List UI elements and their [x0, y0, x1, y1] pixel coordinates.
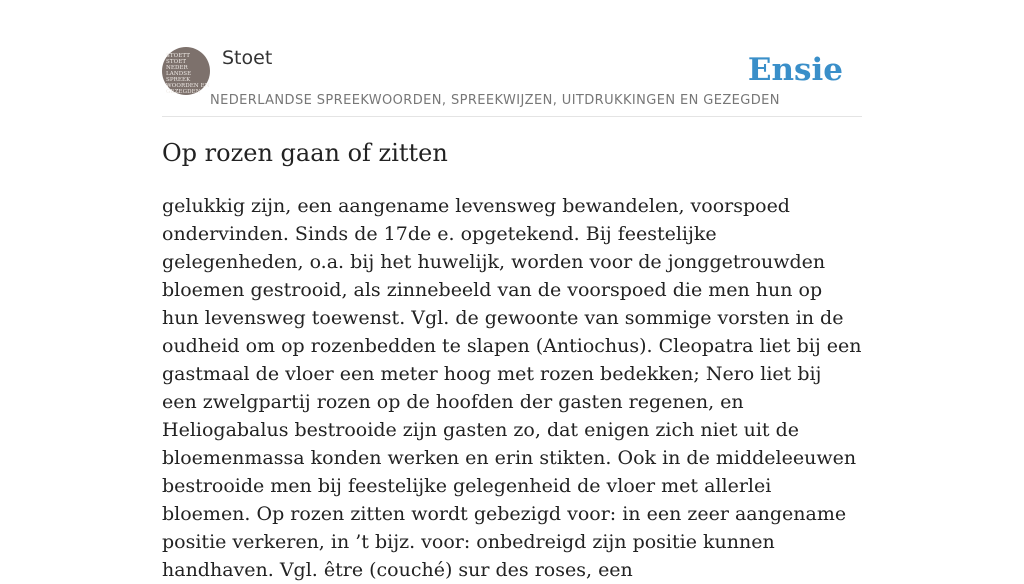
avatar-cover-text: STOETT STOET NEDER LANDSE SPREEK WOORDEN EN GEZEGDEN	[166, 53, 210, 95]
entry-title: Op rozen gaan of zitten	[162, 139, 448, 167]
source-subtitle: NEDERLANDSE SPREEKWOORDEN, SPREEKWIJZEN, UITDRUKKINGEN EN GEZEGDEN	[210, 93, 780, 108]
avatar[interactable]	[162, 47, 210, 95]
ensie-logo-link[interactable]: Ensie	[747, 52, 843, 88]
author-name[interactable]: Stoet	[222, 47, 273, 69]
author-header	[162, 46, 862, 117]
entry-body: gelukkig zijn, een aangename levensweg bewandelen, voorspoed ondervinden. Sinds de 17de e. opgetekend. Bij feestelijke gelegenheden, o.a. bij het huwelijk, worden voor de jonggetrouwden bloemen gestrooid, als zinnebeeld van de voorspoed die men hun op hun levensweg toewenst. Vgl. de gewoonte van sommige vorsten in de oudheid om op rozenbedden te slapen (Antiochus). Cleopatra liet bij een gastmaal de vloer een meter hoog met rozen bedekken; Nero liet bij een zwelgpartij rozen op de hoofden der gasten regenen, en Heliogabalus bestrooide zijn gasten zo, dat enigen zich niet uit de bloemenmassa konden werken en erin stikten. Ook in de middeleeuwen bestrooide men bij feestelijke gelegenheid de vloer met allerlei bloemen. Op rozen zitten wordt gebezigd voor: in een zeer aangename positie verkeren, in ’t bijz. voor: onbedreigd zijn positie kunnen handhaven. Vgl. être (couché) sur des roses, een	[162, 195, 862, 581]
